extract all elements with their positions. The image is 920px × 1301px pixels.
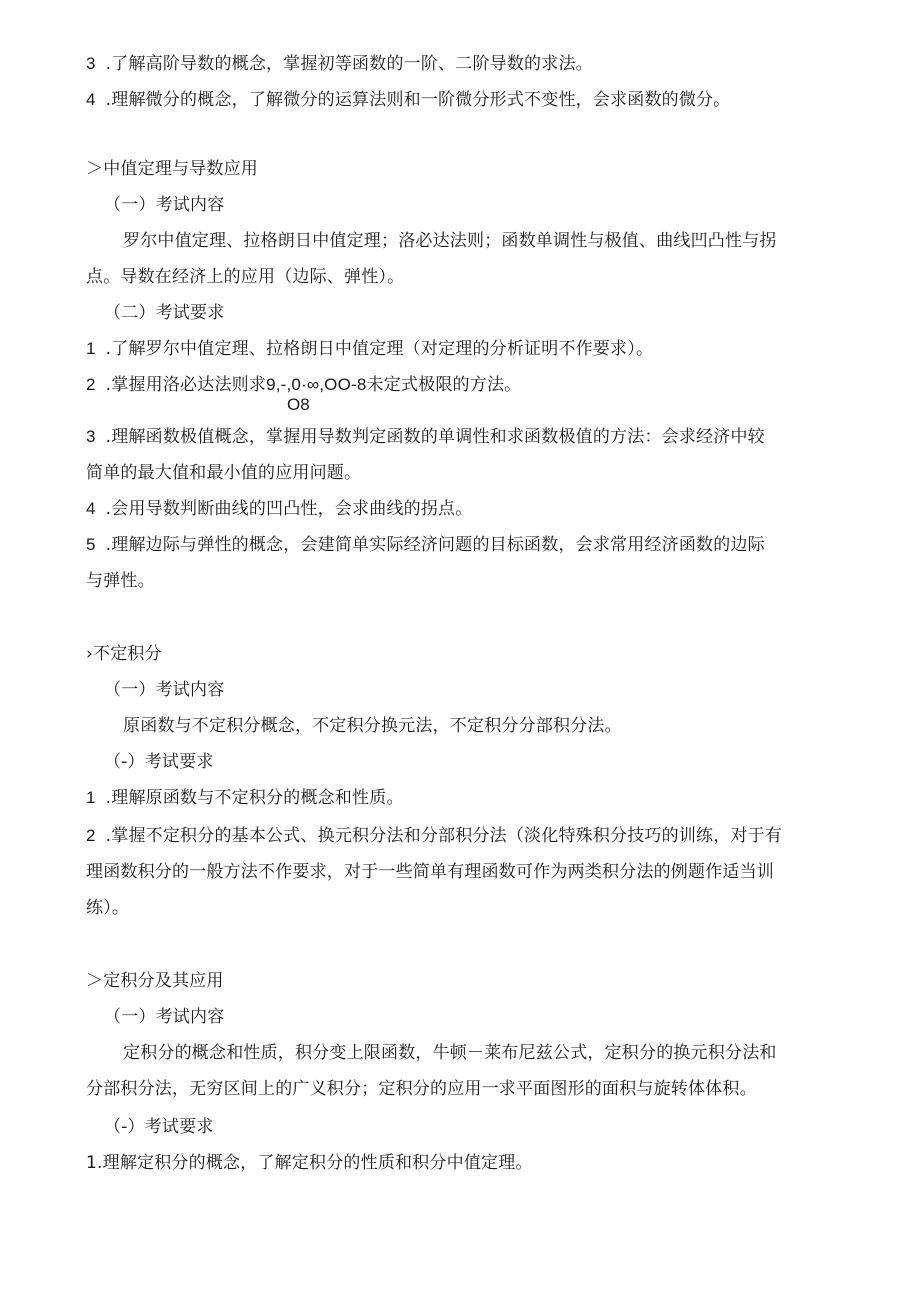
item-text: 未定式极限的方法。 [366,375,522,395]
item-text: .理解函数极值概念，掌握用导数判定函数的单调性和求函数极值的方法：会求经济中较 [105,427,765,447]
item-text: .理解原函数与不定积分的概念和性质。 [105,788,404,808]
paragraph-line: 练）。 [86,898,130,918]
list-item-1 [86,338,846,360]
section-heading-indefinite-integral: ›不定积分 [86,644,162,664]
item-number: 4 [86,90,96,109]
list-item-4 [86,498,846,520]
paragraph-line: 定积分的概念和性质，积分变上限函数，牛顿－莱布尼兹公式，定积分的换元积分法和 [123,1043,777,1063]
list-item-4 [86,89,846,111]
item-text: .了解罗尔中值定理、拉格朗日中值定理（对定理的分析证明不作要求）。 [105,339,654,359]
list-item-5 [86,534,846,556]
list-item-3 [86,426,846,448]
item-text: .了解高阶导数的概念，掌握初等函数的一阶、二阶导数的求法。 [105,54,593,74]
item-number: 1 [86,339,96,358]
subsection-label-requirements: （-）考试要求 [104,1117,214,1137]
paragraph-line: 与弹性。 [86,571,155,591]
subsection-label-content: （一）考试内容 [104,195,225,215]
section-heading-definite-integral: ＞定积分及其应用 [86,971,224,991]
item-number: 3 [86,427,96,446]
paragraph-line: 原函数与不定积分概念，不定积分换元法，不定积分分部积分法。 [123,716,622,736]
item-number: 2 [86,375,96,394]
item-text: .掌握不定积分的基本公式、换元积分法和分部积分法（淡化特殊积分技巧的训练，对于有 [105,826,783,846]
list-item-2 [86,374,846,396]
formula-subscript: O8 [287,395,310,414]
item-text: .理解微分的概念，了解微分的运算法则和一阶微分形式不变性，会求函数的微分。 [105,90,731,110]
list-item-2 [86,825,846,847]
list-item-1 [86,787,846,809]
paragraph-line: 简单的最大值和最小值的应用问题。 [86,463,362,483]
list-item-3 [86,53,846,75]
item-number: 4 [86,499,96,518]
item-number: 1 [86,788,96,807]
subsection-label-content: （一）考试内容 [104,680,225,700]
item-text: .理解边际与弹性的概念，会建简单实际经济问题的目标函数，会求常用经济函数的边际 [105,535,765,555]
paragraph-line: 分部积分法，无穷区间上的广义积分；定积分的应用一求平面图形的面积与旋转体体积。 [86,1079,757,1099]
item-text: .会用导数判断曲线的凹凸性，会求曲线的拐点。 [105,499,473,519]
subsection-label-requirements: （二）考试要求 [104,303,225,323]
paragraph-line: 理函数积分的一般方法不作要求，对于一些简单有理函数可作为两类积分法的例题作适当训 [86,862,774,882]
item-text: .掌握用洛必达法则求 [105,375,267,395]
section-heading-mean-value: ＞中值定理与导数应用 [86,159,258,179]
item-number: 5 [86,535,96,554]
formula: 9,-,0·∞,OO-8 [266,375,367,394]
paragraph-line: 点。导数在经济上的应用（边际、弹性）。 [86,267,405,287]
list-item-1: 1.理解定积分的概念，了解定积分的性质和积分中值定理。 [86,1153,533,1173]
subsection-label-requirements: （-）考试要求 [104,752,214,772]
item-number: 2 [86,826,96,845]
item-number: 3 [86,54,96,73]
subsection-label-content: （一）考试内容 [104,1007,225,1027]
paragraph-line: 罗尔中值定理、拉格朗日中值定理；洛必达法则；函数单调性与极值、曲线凹凸性与拐 [123,231,777,251]
